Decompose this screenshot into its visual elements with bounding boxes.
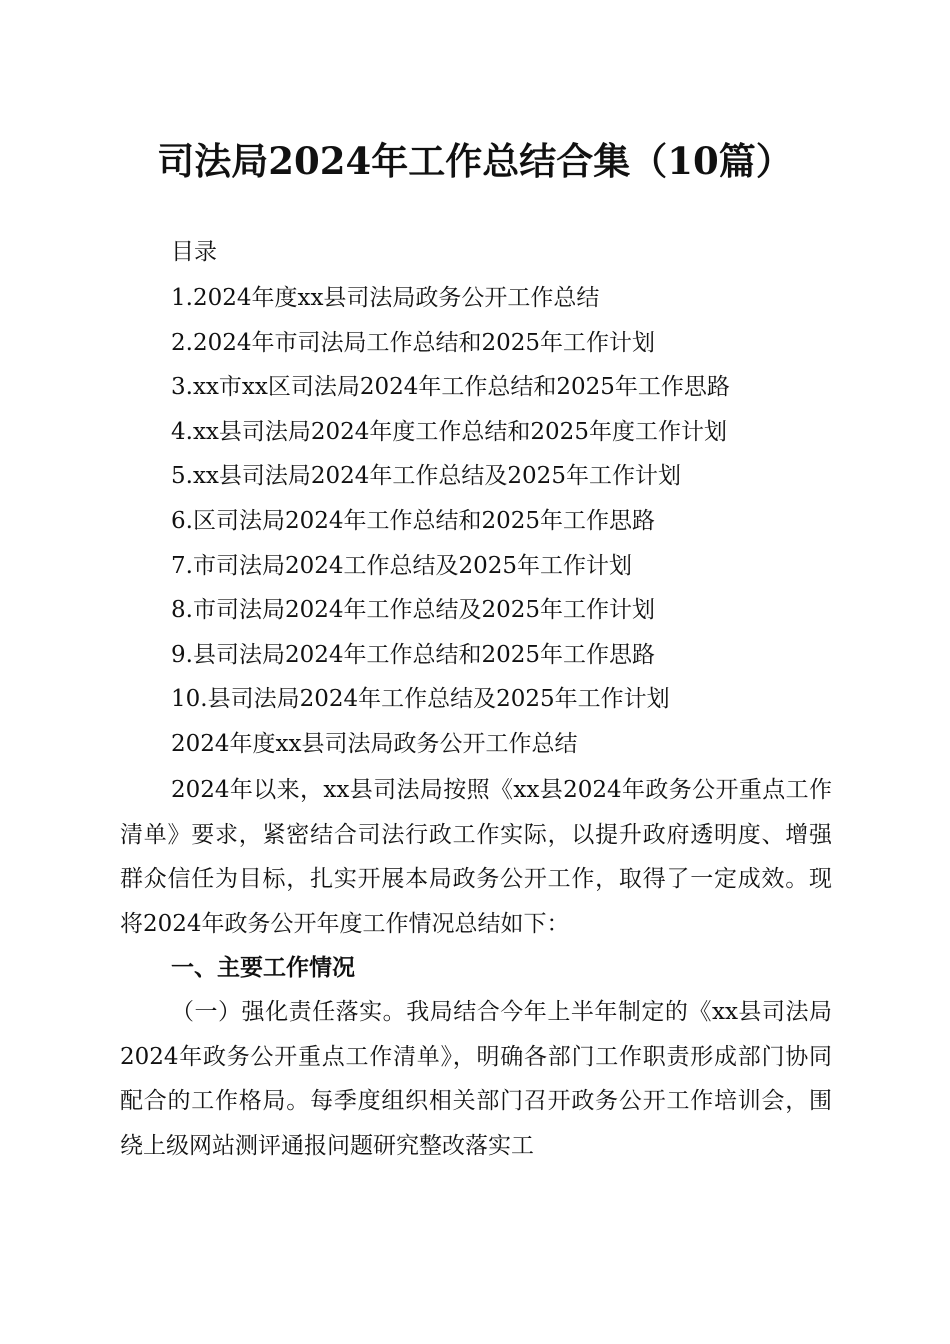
section-title: 2024年度xx县司法局政务公开工作总结 [171,731,578,757]
paragraph-body: 我局结合今年上半年制定的《xx县司法局2024年政务公开重点工作清单》，明确各部门工作职责形成部门协同配合的工作格局。每季度组织相关部门召开政务公开工作培训会，围绕上级网站测评通报问题研究整改落实工 [120,999,832,1159]
toc-item-9: 9.县司法局2024年工作总结和2025年工作思路 [171,641,656,668]
intro-paragraph: 2024年以来，xx县司法局按照《xx县2024年政务公开重点工作清单》要求，紧密结合司法行政工作实际，以提升政府透明度、增强群众信任为目标，扎实开展本局政务公开工作，取得了一定成效。现将2024年政务公开年度工作情况总结如下： [120,777,832,937]
toc-item-6: 6.区司法局2024年工作总结和2025年工作思路 [171,507,656,534]
toc-item-8: 8.市司法局2024年工作总结及2025年工作计划 [171,597,656,624]
toc-item-2: 2.2024年市司法局工作总结和2025年工作计划 [171,329,656,356]
toc-item-4: 4.xx县司法局2024年度工作总结和2025年度工作计划 [171,418,727,445]
table-of-contents [171,278,730,724]
heading-main-work: 一、主要工作情况 [171,954,355,981]
document-title: 司法局2024年工作总结合集（10篇） [157,139,793,183]
toc-item-3: 3.xx市xx区司法局2024年工作总结和2025年工作思路 [171,374,730,401]
toc-item-5: 5.xx县司法局2024年工作总结及2025年工作计划 [171,463,681,490]
toc-item-7: 7.市司法局2024工作总结及2025年工作计划 [171,552,633,579]
toc-heading: 目录 [171,239,217,265]
paragraph-lead: （一）强化责任落实。 [171,999,407,1025]
toc-item-10: 10.县司法局2024年工作总结及2025年工作计划 [171,686,670,713]
toc-item-1: 1.2024年度xx县司法局政务公开工作总结 [171,285,600,311]
paragraph-responsibility [120,990,832,1168]
